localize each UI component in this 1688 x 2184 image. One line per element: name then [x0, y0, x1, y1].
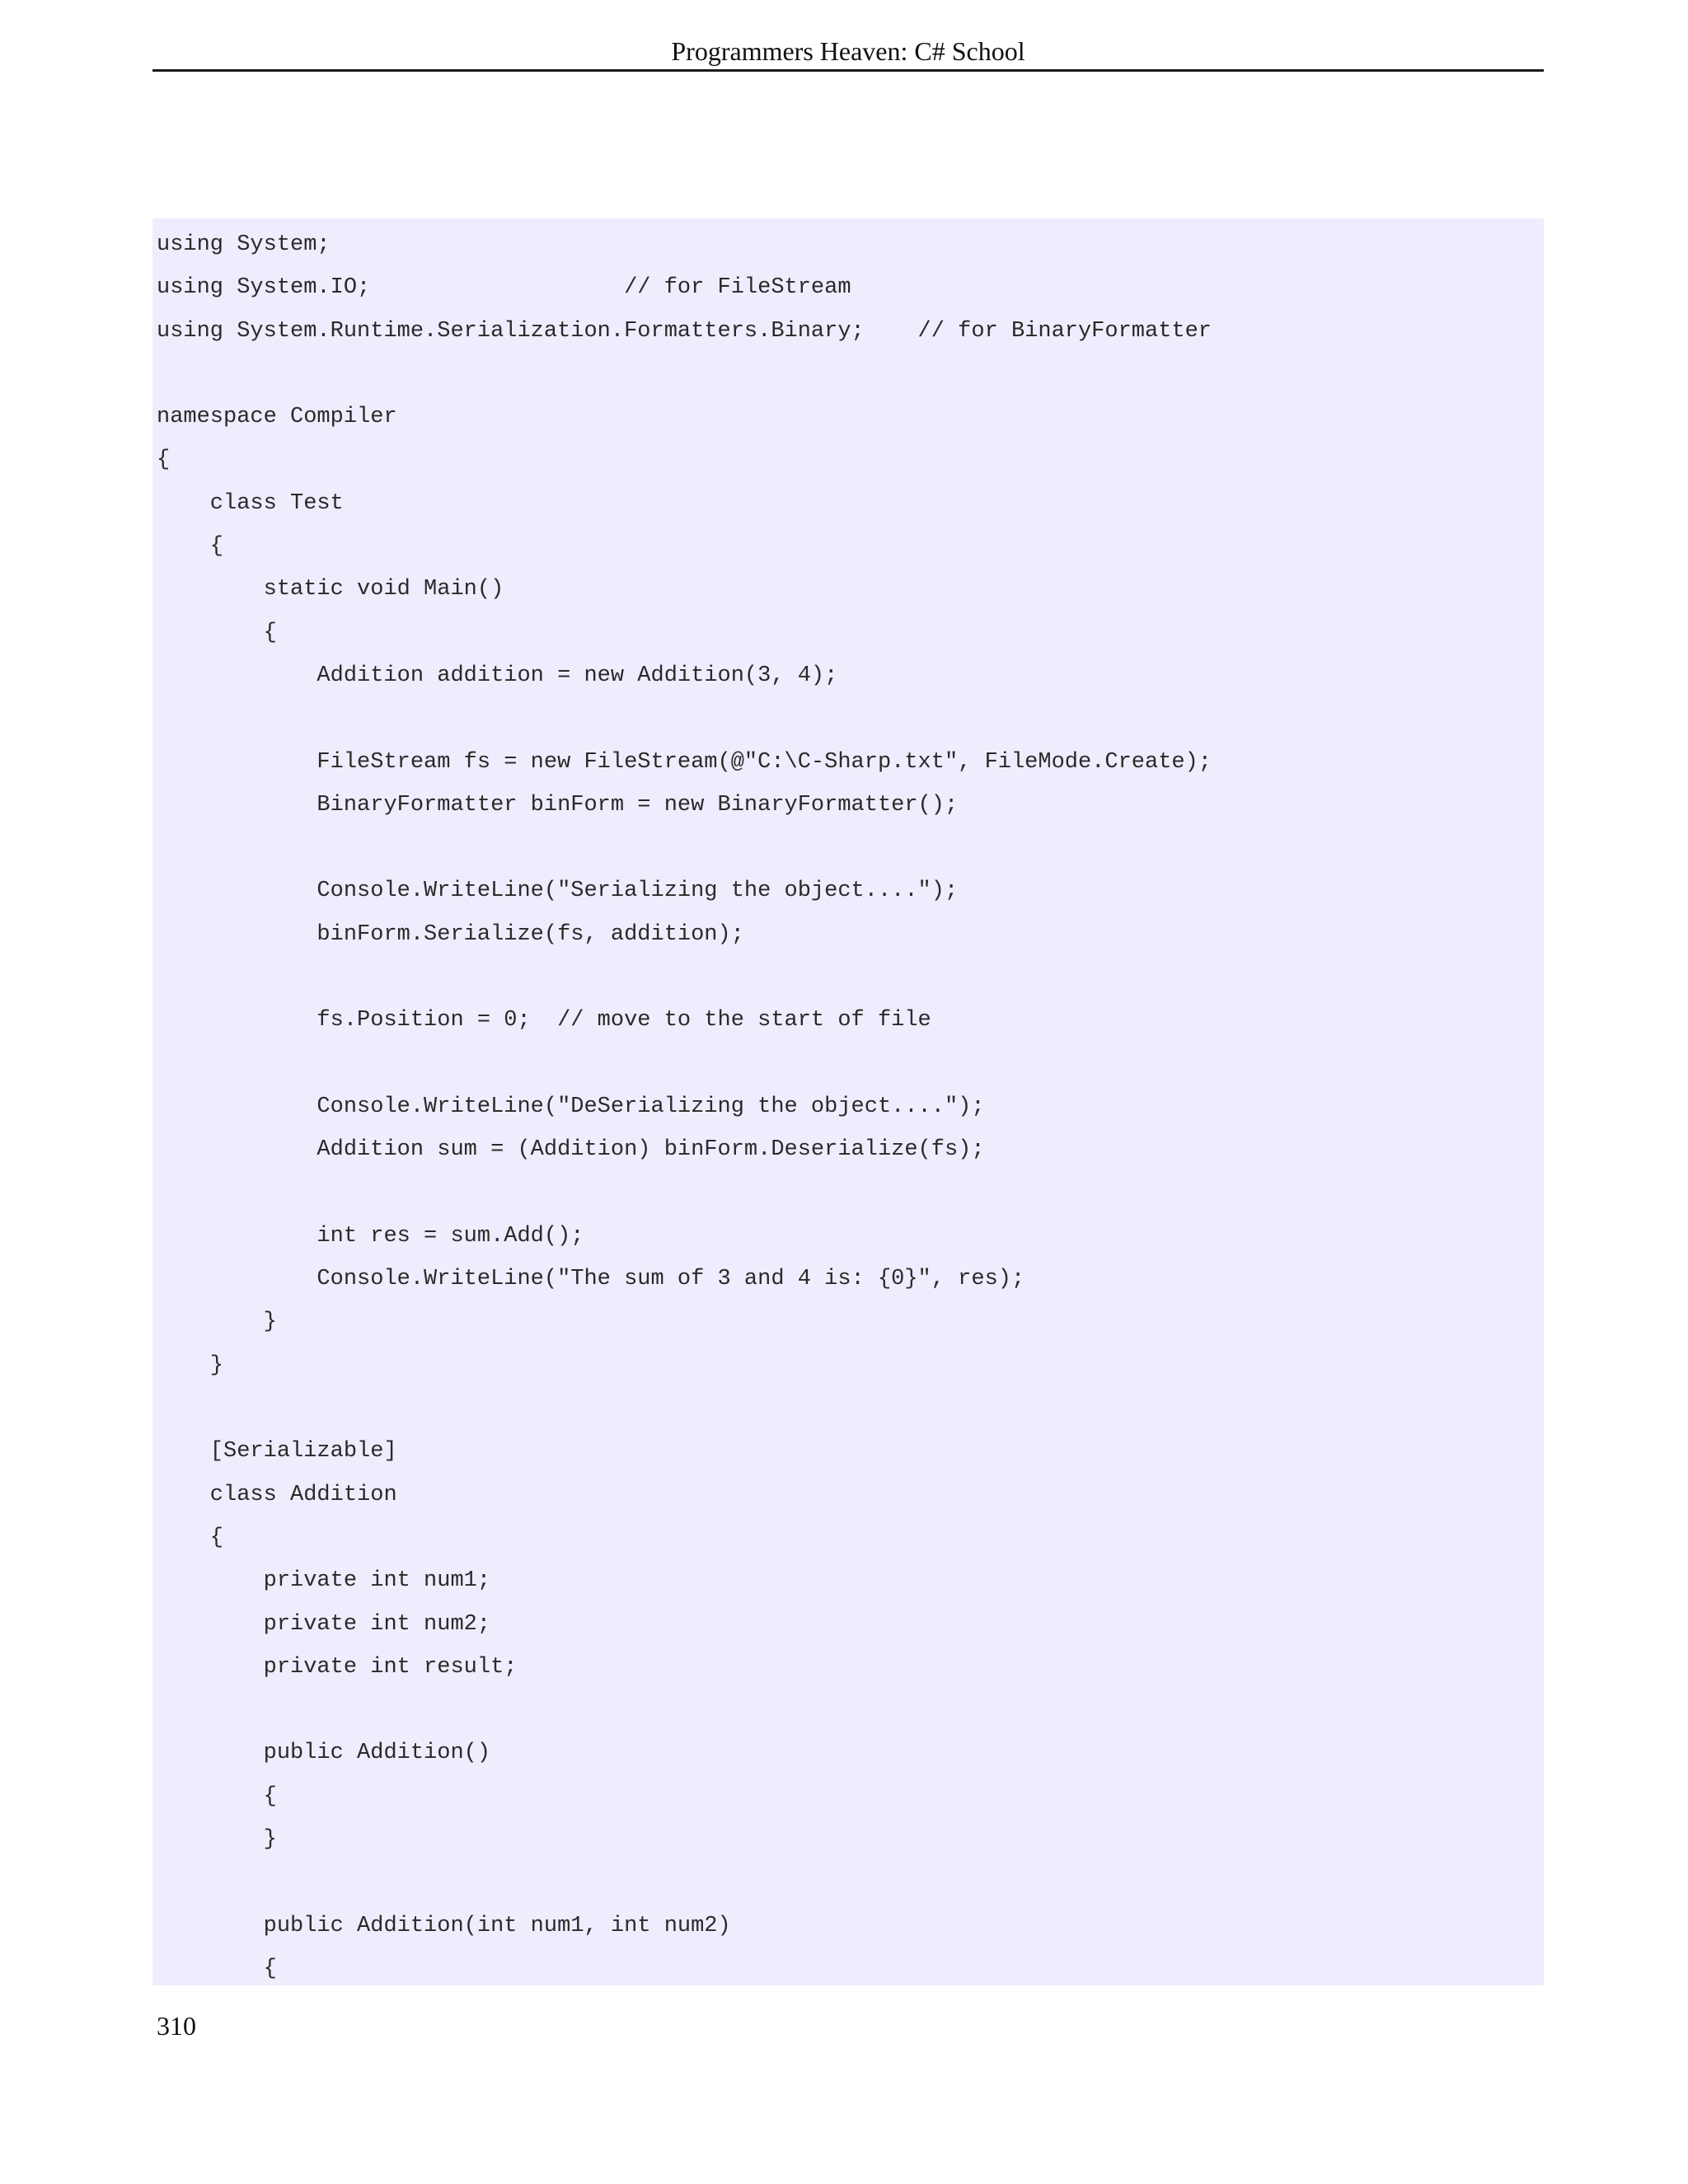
code-line: public Addition(): [157, 1741, 491, 1766]
code-line: private int num1;: [157, 1568, 491, 1594]
page-header: [152, 33, 1544, 72]
code-line: fs.Position = 0; // move to the start of file: [157, 1008, 931, 1033]
code-line: {: [157, 620, 277, 645]
code-line: class Addition: [157, 1482, 397, 1507]
code-line: [152, 1043, 1544, 1085]
code-line: }: [157, 1352, 224, 1378]
code-line: {: [157, 534, 224, 560]
code-line: private int result;: [157, 1654, 518, 1680]
code-line: FileStream fs = new FileStream(@"C:\C-Sharp.txt", FileMode.Create);: [157, 749, 1212, 775]
code-line: {: [157, 448, 171, 473]
code-line: [152, 956, 1544, 999]
code-line: public Addition(int num1, int num2): [157, 1913, 731, 1938]
code-line: static void Main(): [157, 577, 504, 602]
code-line: {: [157, 1525, 224, 1550]
code-line: private int num2;: [157, 1611, 491, 1637]
code-line: [152, 1172, 1544, 1215]
code-listing: [152, 218, 1544, 1985]
code-line: BinaryFormatter binForm = new BinaryFormatter();: [157, 792, 959, 818]
header-title: Programmers Heaven: C# School: [671, 36, 1025, 66]
code-line: [152, 697, 1544, 740]
code-line: {: [157, 1956, 277, 1981]
code-line: Console.WriteLine("The sum of 3 and 4 is: {0}", res);: [157, 1267, 1025, 1292]
code-line: using System.IO; // for FileStream: [157, 275, 851, 301]
code-line: binForm.Serialize(fs, addition);: [157, 921, 744, 947]
code-line: namespace Compiler: [157, 405, 397, 430]
code-line: [152, 353, 1544, 396]
code-line: using System.Runtime.Serialization.Formatters.Binary; // for BinaryFormatter: [157, 318, 1212, 344]
code-line: {: [157, 1783, 277, 1809]
code-line: Addition addition = new Addition(3, 4);: [157, 663, 838, 688]
code-line: [152, 1689, 1544, 1732]
code-line: [152, 827, 1544, 869]
page-number: 310: [157, 2011, 196, 2041]
code-line: Console.WriteLine("Serializing the object....");: [157, 879, 959, 904]
code-line: }: [157, 1826, 277, 1852]
code-line: Console.WriteLine("DeSerializing the object....");: [157, 1094, 985, 1119]
code-line: [152, 1387, 1544, 1430]
code-line: class Test: [157, 490, 344, 516]
code-line: Addition sum = (Addition) binForm.Deserialize(fs);: [157, 1137, 985, 1163]
code-line: using System;: [157, 232, 331, 257]
code-line: }: [157, 1310, 277, 1335]
code-line: [Serializable]: [157, 1439, 397, 1465]
code-line: [152, 1861, 1544, 1904]
code-line: int res = sum.Add();: [157, 1223, 584, 1249]
